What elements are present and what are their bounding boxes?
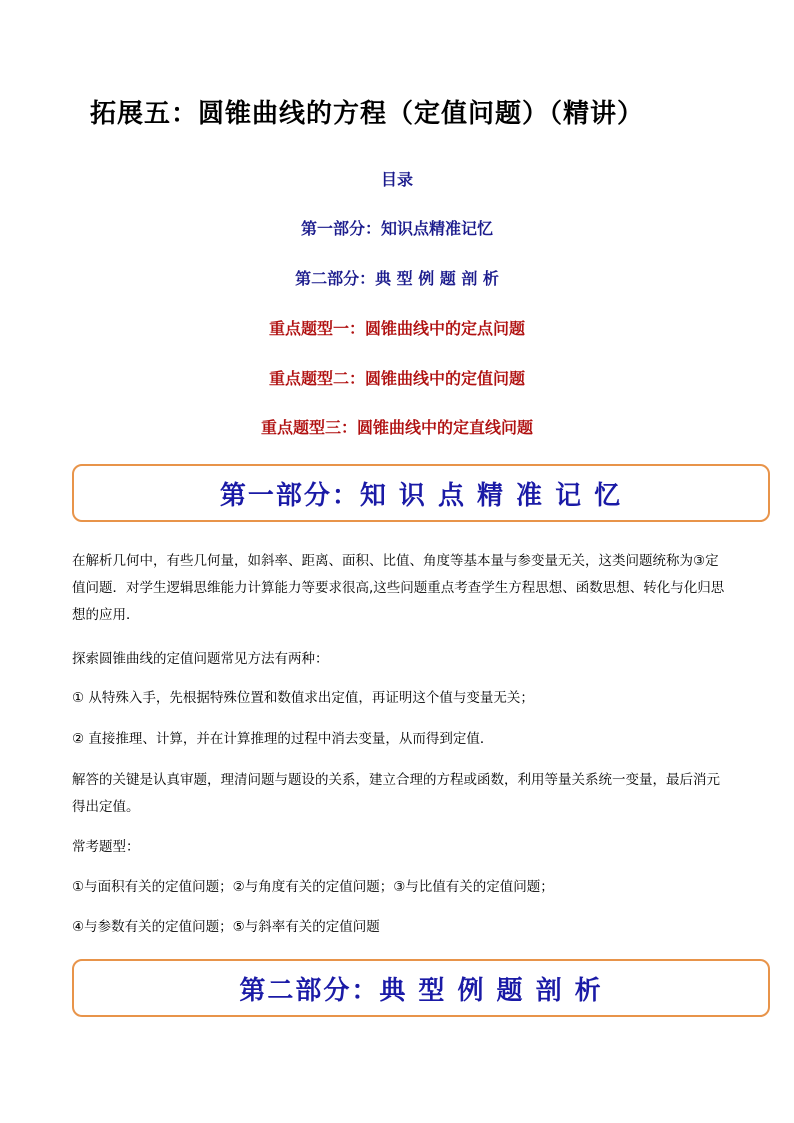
toc-item-type3[interactable]: 重点题型三：圆锥曲线中的定直线问题 bbox=[260, 418, 533, 437]
body-paragraph-3: ① 从特殊入手，先根据特殊位置和数值求出定值，再证明这个值与变量无关； bbox=[72, 690, 534, 706]
section1-heading: 第一部分：知 识 点 精 准 记 忆 bbox=[219, 480, 623, 511]
section2-header bbox=[72, 959, 770, 1017]
body-paragraph-5: 解答的关键是认真审题，理清问题与题设的关系，建立合理的方程或函数，利用等量关系统一变量，最后消元得出定值。 bbox=[72, 772, 720, 815]
toc-item-part1[interactable]: 第一部分：知识点精准记忆 bbox=[300, 219, 493, 238]
body-paragraph-6: 常考题型： bbox=[72, 839, 140, 855]
body-paragraph-8: ④与参数有关的定值问题；⑤与斜率有关的定值问题 bbox=[72, 919, 380, 935]
section2-heading: 第二部分：典 型 例 题 剖 析 bbox=[239, 975, 603, 1006]
toc-item-type1[interactable]: 重点题型一：圆锥曲线中的定点问题 bbox=[268, 319, 525, 338]
page-title: 拓展五：圆锥曲线的方程（定值问题）（精讲） bbox=[90, 99, 645, 129]
section1-header bbox=[72, 464, 770, 522]
body-paragraph-1: 在解析几何中，有些几何量，如斜率、距离、面积、比值、角度等基本量与参变量无关，这类问题统称为③定值问题．对学生逻辑思维能力计算能力等要求很高,这些问题重点考查学生方程思想、函数思想、转化与化归思想的应用． bbox=[72, 553, 725, 623]
body-paragraph-7: ①与面积有关的定值问题；②与角度有关的定值问题；③与比值有关的定值问题； bbox=[72, 879, 554, 895]
toc-heading: 目录 bbox=[380, 170, 413, 189]
toc-item-type2[interactable]: 重点题型二：圆锥曲线中的定值问题 bbox=[268, 369, 525, 388]
body-paragraph-4: ② 直接推理、计算，并在计算推理的过程中消去变量，从而得到定值． bbox=[72, 731, 494, 747]
toc-item-part2[interactable]: 第二部分：典 型 例 题 剖 析 bbox=[295, 269, 499, 288]
body-paragraph-2: 探索圆锥曲线的定值问题常见方法有两种： bbox=[72, 651, 329, 667]
